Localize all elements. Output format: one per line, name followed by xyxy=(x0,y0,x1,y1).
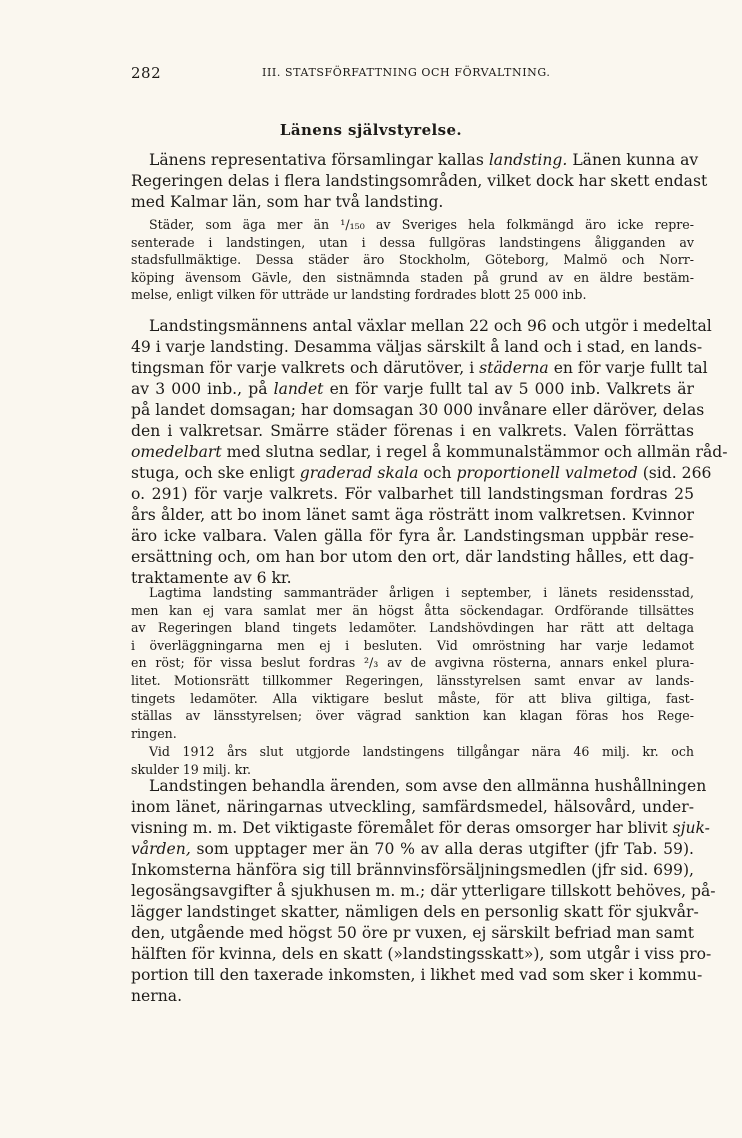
text-segment: 49 i varje landsting. Desamma väljas särskilt å land och i stad, en lands- xyxy=(131,338,703,356)
text-line: senterade i landstingen, utan i dessa fullgöras landstingens åligganden av xyxy=(131,234,694,250)
text-line xyxy=(131,463,712,484)
running-head: III. STATSFÖRFATTNING OCH FÖRVALTNING. xyxy=(262,66,551,79)
text-line: skulder 19 milj. kr. xyxy=(131,761,251,777)
text-line: men kan ej vara samlat mer än högst åtta söckendagar. Ordförande tillsättes xyxy=(131,602,694,618)
italic-term: städerna xyxy=(479,359,549,377)
text-line: köping ävensom Gävle, den sistnämnda staden på grund av en äldre bestäm- xyxy=(131,269,694,285)
text-line xyxy=(131,965,703,986)
text-line xyxy=(131,818,710,839)
text-line xyxy=(131,986,694,1007)
italic-term: landsting. xyxy=(488,151,568,169)
text-line: tingets ledamöter. Alla viktigare beslut måste, för att bliva giltiga, fast- xyxy=(131,690,694,706)
text-segment: (sid. 266 xyxy=(637,464,712,482)
text-line xyxy=(131,526,694,547)
text-line: melse, enligt vilken för utträde ur landsting fordrades blott 25 000 inb. xyxy=(131,287,587,303)
text-line xyxy=(131,337,703,358)
paragraph-cities-note xyxy=(131,216,694,304)
text-segment: tingsman för varje valkrets och därutöver, i xyxy=(131,359,480,377)
text-line: Lagtima landsting sammanträder årligen i september, i länets residensstad, xyxy=(149,585,694,600)
text-line xyxy=(131,902,699,923)
italic-term: graderad skala xyxy=(299,464,419,482)
text-segment: ersättning och, om han bor utom den ort, där landsting hålles, ett dag- xyxy=(131,548,694,566)
text-line: en röst; för vissa beslut fordras ²/₃ av de avgivna rösterna, annars enkel plura- xyxy=(131,655,694,671)
text-line xyxy=(131,547,694,568)
text-line xyxy=(131,923,694,944)
text-segment: traktamente av 6 kr. xyxy=(131,569,292,587)
text-segment: som upptager mer än 70 % av alla deras utgifter (jfr Tab. 59). xyxy=(190,840,694,858)
text-segment: en för varje fullt tal av 5 000 inb. Valkrets är xyxy=(323,380,694,398)
italic-term: omedelbart xyxy=(131,443,222,461)
text-line xyxy=(131,776,707,797)
text-segment: Landstingsmännens antal växlar mellan 22 och 96 och utgör i medeltal xyxy=(149,317,712,335)
text-line: Städer, som äga mer än ¹/₁₅₀ av Sveriges hela folkmängd äro icke repre- xyxy=(149,217,694,232)
paragraph-duties xyxy=(131,776,716,1007)
italic-term: proportionell valmetod xyxy=(456,464,638,482)
italic-term: sjuk- xyxy=(672,819,710,837)
text-line xyxy=(131,797,694,818)
text-segment: nerna. xyxy=(131,987,183,1005)
paragraph-intro xyxy=(131,150,708,213)
text-line xyxy=(131,944,712,965)
section-title: Länens självstyrelse. xyxy=(279,121,463,139)
text-segment: Länen kunna av xyxy=(567,151,699,169)
text-segment: den i valkretsar. Smärre städer förenas i en valkrets. Valen förrättas xyxy=(131,422,694,440)
text-segment: lägger landstinget skatter, nämligen dels en personlig skatt för sjukvår- xyxy=(131,903,699,921)
text-line xyxy=(131,505,694,526)
text-segment: Landstingen behandla ärenden, som avse den allmänna hushållningen xyxy=(149,777,707,795)
text-line xyxy=(131,400,705,421)
text-segment: legosängsavgifter å sjukhusen m. m.; där ytterligare tillskott behöves, på- xyxy=(131,882,716,900)
text-line xyxy=(131,150,699,171)
text-segment: den, utgående med högst 50 öre pr vuxen, ej särskilt befriad man samt xyxy=(131,924,694,942)
text-line: i överläggningarna men ej i besluten. Vid omröstning har varje ledamot xyxy=(131,637,694,653)
italic-term: vården, xyxy=(131,840,191,858)
italic-term: landet xyxy=(273,380,324,398)
text-segment: visning m. m. Det viktigaste föremålet för deras omsorger har blivit xyxy=(131,819,673,837)
text-line xyxy=(131,171,708,192)
text-line: av Regeringen bland tingets ledamöter. Landshövdingen har rätt att deltaga xyxy=(131,620,694,636)
text-line xyxy=(131,421,694,442)
text-line: litet. Motionsrätt tillkommer Regeringen, länsstyrelsen samt envar av lands- xyxy=(131,672,694,688)
text-segment: års ålder, att bo inom länet samt äga rösträtt inom valkretsen. Kvinnor xyxy=(131,506,694,524)
text-segment: portion till den taxerade inkomsten, i likhet med vad som sker i kommu- xyxy=(131,966,703,984)
text-segment: Inkomsterna hänföra sig till brännvinsförsäljningsmedlen (jfr sid. 699), xyxy=(131,861,694,879)
text-line: ställas av länsstyrelsen; över vägrad sanktion kan klagan föras hos Rege- xyxy=(131,708,694,724)
text-line: Vid 1912 års slut utgjorde landstingens tillgångar nära 46 milj. kr. och xyxy=(149,744,694,759)
paragraph-sessions-note xyxy=(131,584,694,742)
text-segment: stuga, och ske enligt xyxy=(131,464,300,482)
text-segment: med slutna sedlar, i regel å kommunalstämmor och allmän råd- xyxy=(221,443,728,461)
page-header xyxy=(131,64,691,84)
paragraph-finances-note xyxy=(131,743,694,778)
text-line xyxy=(131,881,716,902)
text-line xyxy=(131,860,694,881)
text-segment: äro icke valbara. Valen gälla för fyra år. Landstingsman uppbär rese- xyxy=(131,527,694,545)
text-segment: inom länet, näringarnas utveckling, samfärdsmedel, hälsovård, under- xyxy=(131,798,694,816)
text-segment: Länens representativa församlingar kallas xyxy=(149,151,489,169)
text-segment: med Kalmar län, som har två landsting. xyxy=(131,193,444,211)
text-line xyxy=(131,379,694,400)
text-segment: Regeringen delas i flera landstingsområden, vilket dock har skett endast xyxy=(131,172,708,190)
text-segment: en för varje fullt tal xyxy=(548,359,708,377)
text-segment: av 3 000 inb., på xyxy=(131,380,274,398)
paragraph-elections xyxy=(131,316,728,589)
text-line: ringen. xyxy=(131,725,177,741)
text-segment: o. 291) för varje valkrets. För valbarhet till landstingsman fordras 25 xyxy=(131,485,694,503)
text-segment: hälften för kvinna, dels en skatt (»landstingsskatt»), som utgår i viss pro- xyxy=(131,945,712,963)
text-line xyxy=(131,442,728,463)
text-line xyxy=(131,192,694,213)
text-line xyxy=(131,484,694,505)
text-line xyxy=(131,358,708,379)
text-segment: och xyxy=(418,464,457,482)
text-line xyxy=(131,316,712,337)
text-line: stadsfullmäktige. Dessa städer äro Stockholm, Göteborg, Malmö och Norr- xyxy=(131,252,694,268)
page-number: 282 xyxy=(131,64,162,82)
text-segment: på landet domsagan; har domsagan 30 000 invånare eller däröver, delas xyxy=(131,401,705,419)
text-line xyxy=(131,839,694,860)
